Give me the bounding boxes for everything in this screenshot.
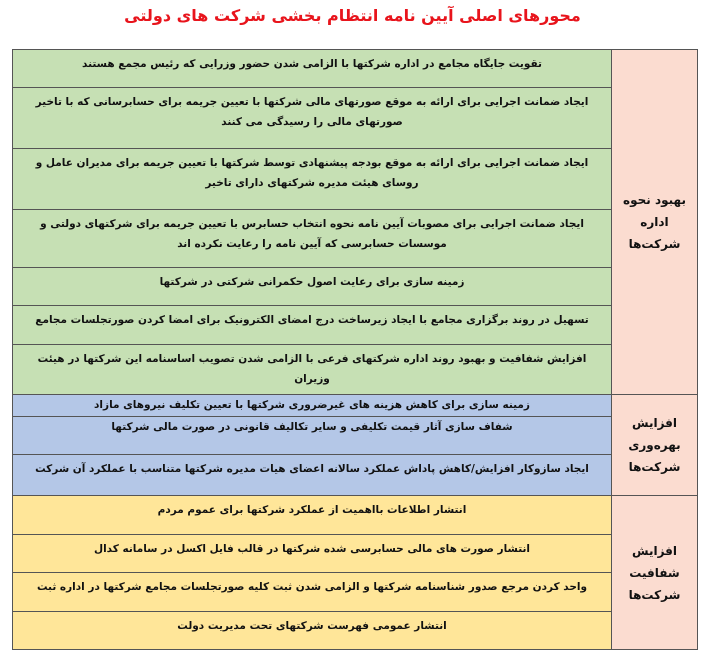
table-row: ایجاد سازوکار افزایش/کاهش پاداش عملکرد سالانه اعضای هیات مدیره شرکتها متناسب با عملکرد آن شرکت [13, 455, 611, 495]
table-row: زمینه سازی برای کاهش هزینه های غیرضروری شرکتها با تعیین تکلیف نیروهای مازاد [13, 395, 611, 417]
axis-label: بهبود نحوه اداره شرکت‌ها [611, 50, 697, 394]
table-row: انتشار اطلاعات بااهمیت از عملکرد شرکتها برای عموم مردم [13, 496, 611, 535]
table-row: ایجاد ضمانت اجرایی برای ارائه به موقع بودجه پیشنهادی توسط شرکتها با تعیین جریمه برای مدیران عامل و روسای هیئت مدیره شرکتهای دارای تاخیر [13, 149, 611, 210]
axis-label: افزایش بهره‌وری شرکت‌ها [611, 395, 697, 495]
table-row: ایجاد ضمانت اجرایی برای ارائه به موقع صورتهای مالی شرکتها با تعیین جریمه برای حسابرسانی که با تاخیر صورتهای مالی را رسیدگی می کنند [13, 88, 611, 149]
table-row: ایجاد ضمانت اجرایی برای مصوبات آیین نامه نحوه انتخاب حسابرس با تعیین جریمه برای شرکتهای دولتی و موسسات حسابرسی که آیین نامه را رعایت نکرده اند [13, 210, 611, 268]
table-row: انتشار صورت های مالی حسابرسی شده شرکتها در قالب فایل اکسل در سامانه کدال [13, 535, 611, 573]
group-governance [13, 50, 697, 395]
axes-table [12, 49, 698, 650]
axis-label: افزایش شفافیت شرکت‌ها [611, 496, 697, 649]
table-row: زمینه سازی برای رعایت اصول حکمرانی شرکتی در شرکتها [13, 268, 611, 306]
page-title: محورهای اصلی آیین نامه انتظام بخشی شرکت های دولتی [124, 6, 581, 25]
table-row: تقویت جایگاه مجامع در اداره شرکتها با الزامی شدن حضور وزرایی که رئیس مجمع هستند [13, 50, 611, 88]
table-row: واحد کردن مرجع صدور شناسنامه شرکتها و الزامی شدن ثبت کلیه صورتجلسات مجامع شرکتها در اداره ثبت [13, 573, 611, 612]
table-row: تسهیل در روند برگزاری مجامع با ایجاد زیرساخت درج امضای الکترونیک برای امضا کردن صورتجلسات مجامع [13, 306, 611, 345]
table-row: انتشار عمومی فهرست شرکتهای تحت مدیریت دولت [13, 612, 611, 649]
group-transparency [13, 496, 697, 649]
table-row: افزایش شفافیت و بهبود روند اداره شرکتهای فرعی با الزامی شدن تصویب اساسنامه این شرکتها در هیئت وزیران [13, 345, 611, 394]
group-productivity [13, 395, 697, 496]
table-row: شفاف سازی آثار قیمت تکلیفی و سایر تکالیف قانونی در صورت مالی شرکتها [13, 417, 611, 455]
